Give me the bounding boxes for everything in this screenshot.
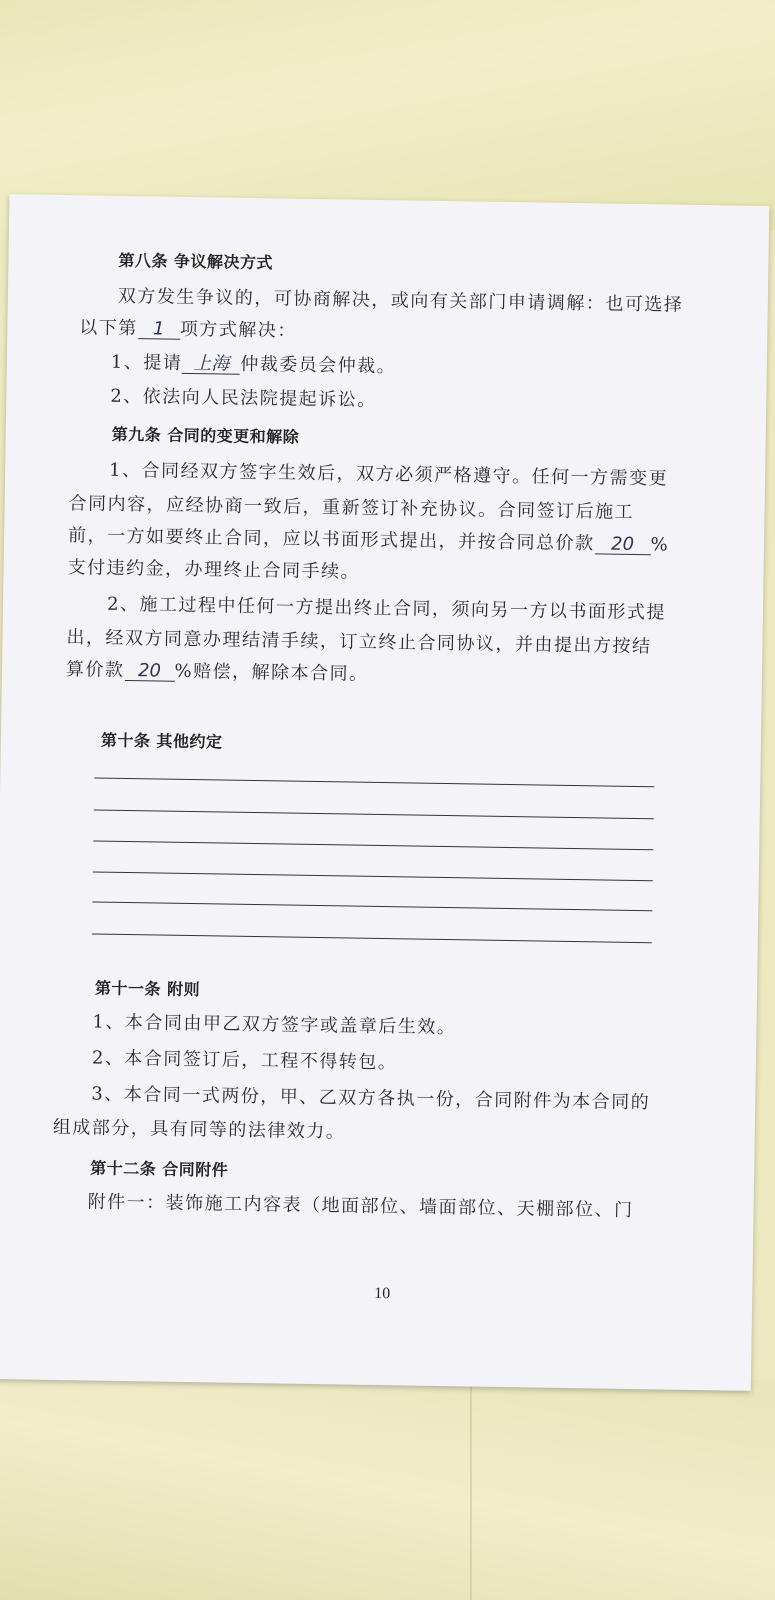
fabric-fold xyxy=(470,1385,472,1600)
article9-p2-line2: 出，经双方同意办理结清手续，订立终止合同协议，并由提出方按结 xyxy=(66,627,652,658)
blank-line-5 xyxy=(92,901,652,911)
blank-line-4 xyxy=(93,871,653,881)
article11-item3-line1: 3、本合同一式两份，甲、乙双方各执一份，合同附件为本合同的 xyxy=(91,1083,651,1114)
article8-line2: 以下第 1 项方式解决： xyxy=(79,317,298,342)
article8-line1: 双方发生争议的，可协商解决，或向有关部门申请调解：也可选择 xyxy=(117,285,684,316)
fabric-background-bottom xyxy=(0,1380,775,1600)
handwritten-penalty-percent: 20 xyxy=(594,535,650,555)
article12-heading: 第十二条 合同附件 xyxy=(90,1158,229,1180)
blank-line-3 xyxy=(93,841,653,851)
article8-item2: 2、依法向人民法院提起诉讼。 xyxy=(110,385,377,411)
article8-item1: 1、提请 上海 仲裁委员会仲裁。 xyxy=(110,351,397,378)
article9-p1-line1: 1、合同经双方签字生效后，双方必须严格遵守。任何一方需变更 xyxy=(108,459,669,490)
article9-p1-line4: 支付违约金，办理终止合同手续。 xyxy=(67,557,361,583)
article11-item3-line2: 组成部分，具有同等的法律效力。 xyxy=(52,1116,346,1143)
article9-p2-line3: 算价款 20 %赔偿，解除本合同。 xyxy=(65,659,369,685)
article9-p1-line2: 合同内容，应经协商一致后，重新签订补充协议。合同签订后施工 xyxy=(68,493,635,523)
article11-heading: 第十一条 附则 xyxy=(94,978,201,1000)
article8-heading: 第八条 争议解决方式 xyxy=(118,250,274,273)
article9-p2-line1: 2、施工过程中任何一方提出终止合同，须向另一方以书面形式提 xyxy=(106,593,667,624)
handwritten-option-number: 1 xyxy=(138,320,180,340)
article12-line1: 附件一：装饰施工内容表（地面部位、墙面部位、天棚部位、门 xyxy=(87,1191,634,1222)
handwritten-compensation-percent: 20 xyxy=(124,662,174,682)
handwritten-arbitration-city: 上海 xyxy=(182,355,240,375)
article11-item1: 1、本合同由甲乙双方签字或盖章后生效。 xyxy=(92,1011,457,1039)
contract-page xyxy=(0,194,769,1391)
article10-heading: 第十条 其他约定 xyxy=(100,730,223,752)
article9-heading: 第九条 合同的变更和解除 xyxy=(111,424,300,447)
blank-line-2 xyxy=(94,810,654,820)
blank-line-1 xyxy=(94,778,654,788)
article9-p1-line3: 前，一方如要终止合同，应以书面形式提出，并按合同总价款 20 % xyxy=(67,525,670,556)
page-number: 10 xyxy=(374,1284,391,1303)
article11-item2: 2、本合同签订后，工程不得转包。 xyxy=(91,1047,398,1074)
blank-line-6 xyxy=(92,933,652,943)
